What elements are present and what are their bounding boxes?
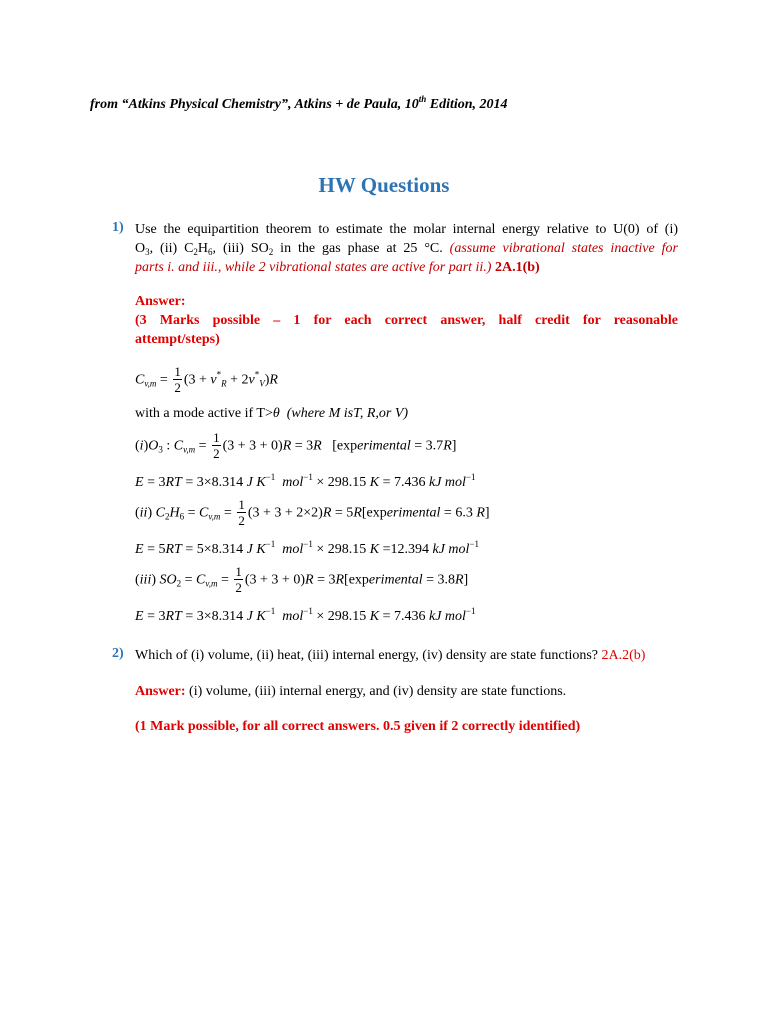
equation-ii-energy: E = 5RT = 5×8.314 J $K^{-1}$ mol$^{-1}$ × 298.15 K =12.394 kJ mol$^{-1}$	[135, 539, 479, 557]
question-1-number: 1)	[112, 220, 124, 235]
mode-active-condition: with a mode active if T>θ (where M isT, R,or V)	[135, 406, 409, 421]
question-1-line-1: Use the equipartition theorem to estimate the molar internal energy relative to U(0) of (i)	[135, 222, 678, 237]
formula-heat-capacity: $C_{v,m}$ = $\frac{1}{2}$ $(3 + v^*_R + 2v^*_V)R$	[135, 364, 278, 395]
question-2-text: Which of (i) volume, (ii) heat, (iii) internal energy, (iv) density are state functions? 2A.2(b)	[135, 648, 646, 663]
source-citation: from “Atkins Physical Chemistry”, Atkins + de Paula, 10th Edition, 2014	[90, 94, 508, 112]
question-1-line-2: $O_3$, (ii) $C_2H_6$, (iii) $SO_2$ in the gas phase at 25 °C. (assume vibrational states inactive for	[135, 241, 678, 257]
answer-1-label: Answer:	[135, 294, 186, 309]
answer-2: Answer: (i) volume, (iii) internal energy, and (iv) density are state functions.	[135, 684, 567, 699]
marks-1-line-1: (3 Marks possible – 1 for each correct answer, half credit for reasonable	[135, 313, 678, 328]
equation-i-heat-capacity: $(i)O_3$ : $C_{v,m}$ = $\frac{1}{2}$ (3 + 3 + 0)R = 3R [experimental = 3.7R]	[135, 430, 457, 461]
marks-1-line-2: attempt/steps)	[135, 332, 220, 347]
equation-ii-heat-capacity: (ii) $C_2H_6 = C_{v,m}$ = $\frac{1}{2}$ (3 + 3 + 2×2)R = 5R[experimental = 6.3 R]	[135, 497, 490, 528]
question-1-line-3: parts i. and iii., while 2 vibrational states are active for part ii.) 2A.1(b)	[135, 260, 540, 275]
equation-i-energy: E = 3RT = 3×8.314 J $K^{-1}$ mol$^{-1}$ × 298.15 K = 7.436 kJ mol$^{-1}$	[135, 472, 476, 490]
page-title: HW Questions	[318, 173, 450, 197]
marks-2: (1 Mark possible, for all correct answers. 0.5 given if 2 correctly identified)	[135, 719, 581, 734]
question-2-number: 2)	[112, 646, 124, 661]
equation-iii-heat-capacity: (iii) $SO_2 = C_{v,m}$ = $\frac{1}{2}$ (3 + 3 + 0)R = 3R[experimental = 3.8R]	[135, 564, 469, 595]
equation-iii-energy: E = 3RT = 3×8.314 J $K^{-1}$ mol$^{-1}$ × 298.15 K = 7.436 kJ mol$^{-1}$	[135, 606, 476, 624]
